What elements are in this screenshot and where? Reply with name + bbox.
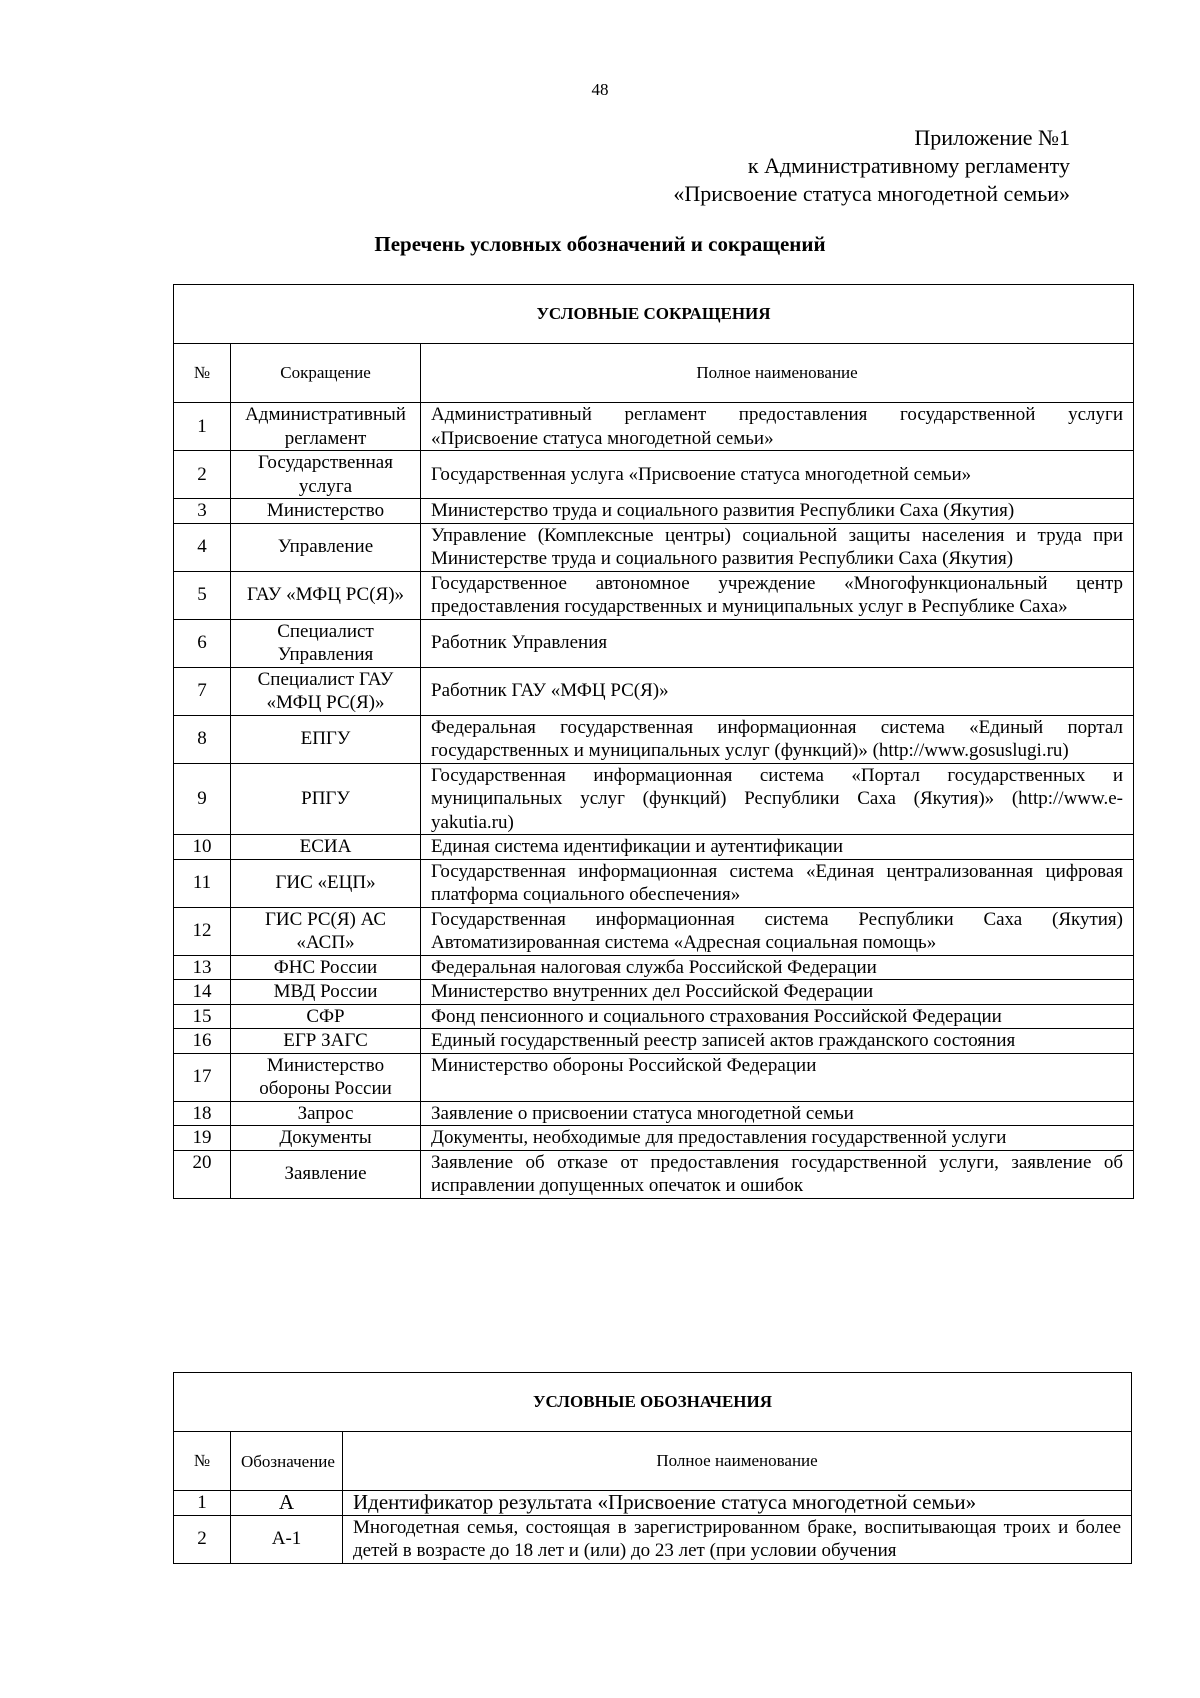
row-abbreviation: СФР: [231, 1004, 421, 1029]
row-number: 8: [174, 715, 231, 763]
row-abbreviation: Запрос: [231, 1101, 421, 1126]
table-row: [174, 619, 1134, 667]
row-number: 14: [174, 980, 231, 1005]
row-number: 20: [174, 1150, 231, 1198]
row-abbreviation: Документы: [231, 1126, 421, 1151]
row-number: 12: [174, 907, 231, 955]
row-number: 1: [174, 1491, 231, 1516]
row-full-name: Государственная услуга «Присвоение статуса многодетной семьи»: [421, 451, 1134, 499]
row-number: 6: [174, 619, 231, 667]
symbols-table: [173, 1372, 1132, 1564]
appendix-line-2: к Административному регламенту: [747, 153, 1070, 178]
row-symbol: А-1: [231, 1515, 343, 1563]
column-header-abbreviation: Сокращение: [231, 344, 421, 403]
row-full-name: Государственная информационная система «Единая централизованная цифровая платформа социального обеспечения»: [421, 859, 1134, 907]
row-number: 11: [174, 859, 231, 907]
table-row: [174, 403, 1134, 451]
row-full-name: Федеральная налоговая служба Российской Федерации: [421, 955, 1134, 980]
column-header-symbol: Обозначение: [231, 1432, 343, 1491]
row-abbreviation: Специалист Управления: [231, 619, 421, 667]
row-full-name: Министерство внутренних дел Российской Федерации: [421, 980, 1134, 1005]
row-number: 2: [174, 451, 231, 499]
row-abbreviation: Государственная услуга: [231, 451, 421, 499]
row-full-name: Идентификатор результата «Присвоение статуса многодетной семьи»: [343, 1491, 1132, 1516]
row-number: 1: [174, 403, 231, 451]
row-full-name: Многодетная семья, состоящая в зарегистрированном браке, воспитывающая троих и более детей в возрасте до 18 лет и (или) до 23 лет (при условии обучения: [343, 1515, 1132, 1563]
row-full-name: Работник Управления: [421, 619, 1134, 667]
row-number: 9: [174, 763, 231, 835]
row-abbreviation: Специалист ГАУ «МФЦ РС(Я)»: [231, 667, 421, 715]
row-abbreviation: ГАУ «МФЦ РС(Я)»: [231, 571, 421, 619]
symbols-section-title: УСЛОВНЫЕ ОБОЗНАЧЕНИЯ: [174, 1373, 1132, 1432]
appendix-line-1: Приложение №1: [914, 125, 1070, 150]
row-abbreviation: ЕПГУ: [231, 715, 421, 763]
appendix-line-3: «Присвоение статуса многодетной семьи»: [673, 181, 1070, 206]
table-row: [174, 980, 1134, 1005]
table-row: [174, 835, 1134, 860]
row-full-name: Административный регламент предоставления государственной услуги «Присвоение статуса многодетной семьи»: [421, 403, 1134, 451]
document-title: Перечень условных обозначений и сокращений: [374, 232, 826, 256]
abbreviations-section-title: УСЛОВНЫЕ СОКРАЩЕНИЯ: [174, 285, 1134, 344]
row-abbreviation: ЕГР ЗАГС: [231, 1029, 421, 1054]
table-row: [174, 571, 1134, 619]
row-full-name: Государственная информационная система «Портал государственных и муниципальных услуг (функций) Республики Саха (Якутия)» (http://www.e-yakutia.ru): [421, 763, 1134, 835]
row-abbreviation: Административный регламент: [231, 403, 421, 451]
row-number: 7: [174, 667, 231, 715]
table-row: [174, 1101, 1134, 1126]
table-row: [174, 763, 1134, 835]
row-full-name: Государственное автономное учреждение «Многофункциональный центр предоставления государственных и муниципальных услуг в Республике Саха»: [421, 571, 1134, 619]
row-abbreviation: Управление: [231, 523, 421, 571]
row-number: 3: [174, 499, 231, 524]
row-number: 2: [174, 1515, 231, 1563]
table-row: [174, 667, 1134, 715]
row-full-name: Заявление об отказе от предоставления государственной услуги, заявление об исправлении допущенных опечаток и ошибок: [421, 1150, 1134, 1198]
table-row: [174, 1004, 1134, 1029]
table-row: [174, 523, 1134, 571]
row-abbreviation: ФНС России: [231, 955, 421, 980]
row-full-name: Заявление о присвоении статуса многодетной семьи: [421, 1101, 1134, 1126]
row-number: 5: [174, 571, 231, 619]
row-abbreviation: МВД России: [231, 980, 421, 1005]
row-number: 10: [174, 835, 231, 860]
row-number: 4: [174, 523, 231, 571]
column-header-number: №: [174, 344, 231, 403]
row-number: 18: [174, 1101, 231, 1126]
table-row: [174, 1029, 1134, 1054]
row-full-name: Министерство обороны Российской Федерации: [421, 1053, 1134, 1101]
appendix-header: [673, 124, 1070, 208]
row-full-name: Работник ГАУ «МФЦ РС(Я)»: [421, 667, 1134, 715]
row-symbol: А: [231, 1491, 343, 1516]
table-row: [174, 907, 1134, 955]
table-row: [174, 1053, 1134, 1101]
column-header-full-name: Полное наименование: [421, 344, 1134, 403]
row-full-name: Единая система идентификации и аутентификации: [421, 835, 1134, 860]
table-row: [174, 451, 1134, 499]
row-number: 15: [174, 1004, 231, 1029]
table-row: [174, 859, 1134, 907]
abbreviations-table: [173, 284, 1134, 1199]
row-abbreviation: ГИС «ЕЦП»: [231, 859, 421, 907]
table-row: [174, 1491, 1132, 1516]
table-row: [174, 1126, 1134, 1151]
row-full-name: Министерство труда и социального развития Республики Саха (Якутия): [421, 499, 1134, 524]
row-number: 13: [174, 955, 231, 980]
row-full-name: Фонд пенсионного и социального страхования Российской Федерации: [421, 1004, 1134, 1029]
row-abbreviation: РПГУ: [231, 763, 421, 835]
table-row: [174, 1515, 1132, 1563]
row-abbreviation: Заявление: [231, 1150, 421, 1198]
row-abbreviation: ЕСИА: [231, 835, 421, 860]
table-row: [174, 715, 1134, 763]
row-number: 16: [174, 1029, 231, 1054]
row-full-name: Государственная информационная система Республики Саха (Якутия) Автоматизированная система «Адресная социальная помощь»: [421, 907, 1134, 955]
row-abbreviation: Министерство обороны России: [231, 1053, 421, 1101]
table-row: [174, 1150, 1134, 1198]
row-full-name: Единый государственный реестр записей актов гражданского состояния: [421, 1029, 1134, 1054]
page-number: 48: [591, 80, 609, 99]
row-number: 17: [174, 1053, 231, 1101]
table-row: [174, 499, 1134, 524]
table-row: [174, 955, 1134, 980]
row-full-name: Документы, необходимые для предоставления государственной услуги: [421, 1126, 1134, 1151]
row-full-name: Управление (Комплексные центры) социальной защиты населения и труда при Министерстве труда и социального развития Республики Саха (Якутия): [421, 523, 1134, 571]
column-header-number: №: [174, 1432, 231, 1491]
row-abbreviation: Министерство: [231, 499, 421, 524]
row-abbreviation: ГИС РС(Я) АС «АСП»: [231, 907, 421, 955]
row-number: 19: [174, 1126, 231, 1151]
row-full-name: Федеральная государственная информационная система «Единый портал государственных и муниципальных услуг (функций)» (http://www.gosuslugi.ru): [421, 715, 1134, 763]
column-header-full-name: Полное наименование: [343, 1432, 1132, 1491]
